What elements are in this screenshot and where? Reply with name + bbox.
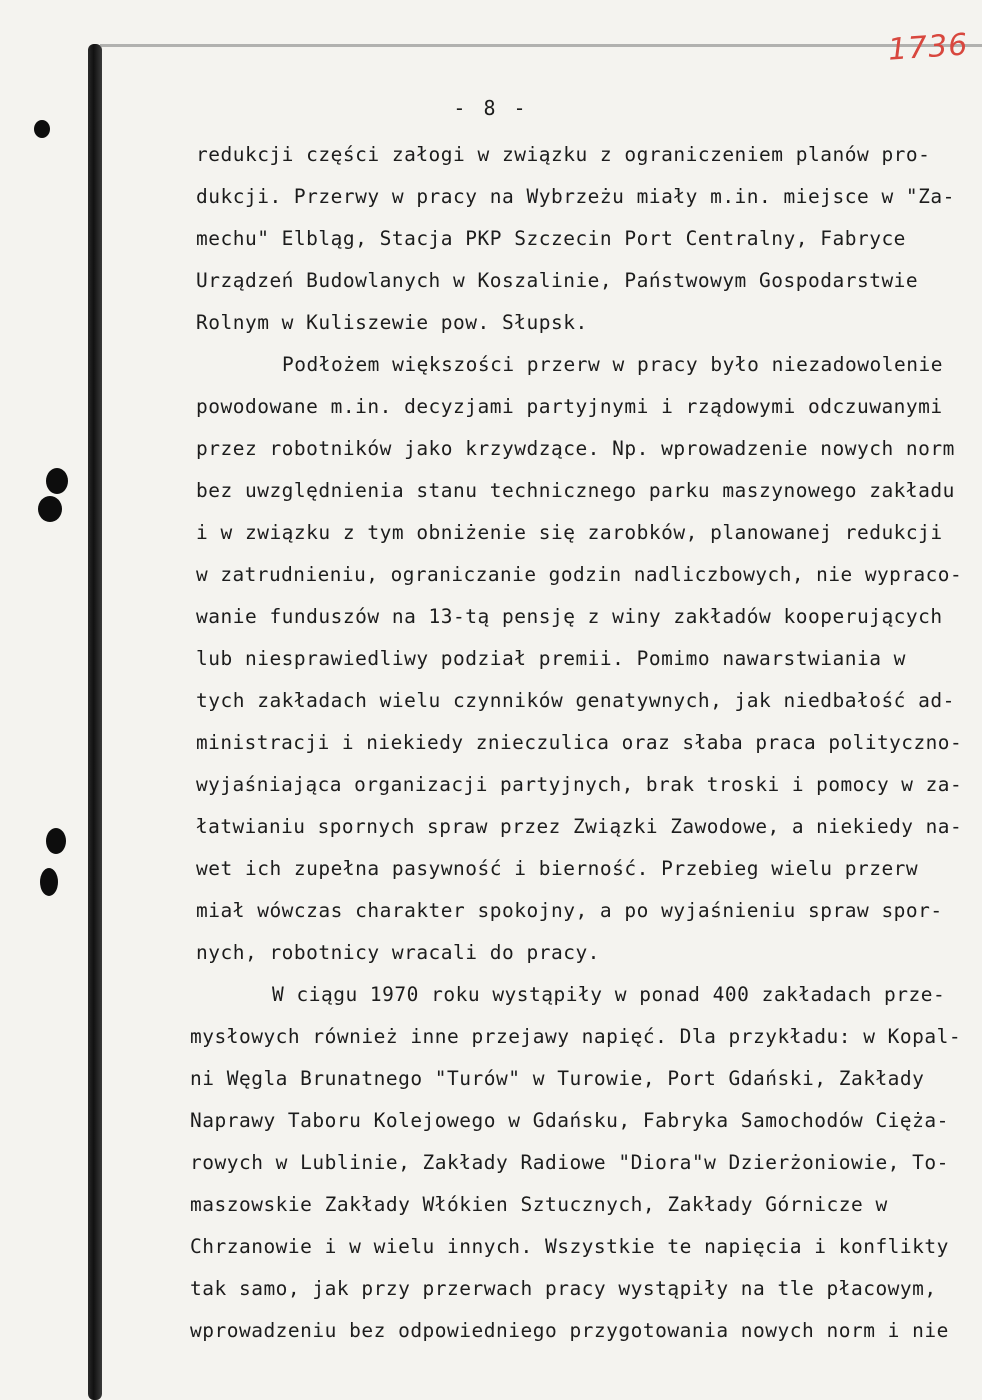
text-line: mechu" Elbląg, Stacja PKP Szczecin Port Centralny, Fabryce [196,227,906,250]
text-line: nych, robotnicy wracali do pracy. [196,941,600,964]
text-line: łatwianiu spornych spraw przez Związki Zawodowe, a niekiedy na- [196,815,963,838]
text-line: lub niesprawiedliwy podział premii. Pomimo nawarstwiania w [196,647,906,670]
page-number: - 8 - [453,96,529,120]
page-top-edge [100,44,982,47]
text-line: przez robotników jako krzywdzące. Np. wprowadzenie nowych norm [196,437,955,460]
text-line: i w związku z tym obniżenie się zarobków, planowanej redukcji [196,521,943,544]
punch-hole-4 [46,828,66,854]
text-line: tak samo, jak przy przerwach pracy wystąpiły na tle płacowym, [190,1277,937,1300]
punch-hole-5 [40,868,58,896]
text-line: ni Węgla Brunatnego "Turów" w Turowie, Port Gdański, Zakłady [190,1067,925,1090]
text-line: wanie funduszów na 13-tą pensję z winy zakładów kooperujących [196,605,943,628]
text-line: Chrzanowie i w wielu innych. Wszystkie te napięcia i konflikty [190,1235,949,1258]
archive-number-handwritten: 1736 [886,27,970,68]
text-line: powodowane m.in. decyzjami partyjnymi i rządowymi odczuwanymi [196,395,943,418]
text-line: wprowadzeniu bez odpowiedniego przygotowania nowych norm i nie [190,1319,949,1342]
text-line: miał wówczas charakter spokojny, a po wyjaśnieniu spraw spor- [196,899,943,922]
punch-hole-2 [46,468,68,494]
text-line: Naprawy Taboru Kolejowego w Gdańsku, Fabryka Samochodów Cięża- [190,1109,949,1132]
text-line: rowych w Lublinie, Zakłady Radiowe "Diora"w Dzierżoniowie, To- [190,1151,949,1174]
text-line: Podłożem większości przerw w pracy było niezadowolenie [282,353,943,376]
text-line: redukcji części załogi w związku z ograniczeniem planów pro- [196,143,931,166]
text-line: W ciągu 1970 roku wystąpiły w ponad 400 zakładach prze- [272,983,946,1006]
text-line: wet ich zupełna pasywność i bierność. Przebieg wielu przerw [196,857,919,880]
binding-edge [88,44,102,1400]
text-line: mysłowych również inne przejawy napięć. Dla przykładu: w Kopal- [190,1025,962,1048]
text-line: maszowskie Zakłady Włókien Sztucznych, Zakłady Górnicze w [190,1193,888,1216]
text-line: wyjaśniająca organizacji partyjnych, brak troski i pomocy w za- [196,773,963,796]
text-line: dukcji. Przerwy w pracy na Wybrzeżu miały m.in. miejsce w "Za- [196,185,955,208]
punch-hole-1 [34,120,50,138]
text-line: w zatrudnieniu, ograniczanie godzin nadliczbowych, nie wypraco- [196,563,963,586]
text-line: Urządzeń Budowlanych w Koszalinie, Państwowym Gospodarstwie [196,269,919,292]
text-line: tych zakładach wielu czynników genatywnych, jak niedbałość ad- [196,689,955,712]
punch-hole-3 [38,496,62,522]
text-line: ministracji i niekiedy znieczulica oraz słaba praca polityczno- [196,731,963,754]
text-line: Rolnym w Kuliszewie pow. Słupsk. [196,311,588,334]
text-line: bez uwzględnienia stanu technicznego parku maszynowego zakładu [196,479,955,502]
